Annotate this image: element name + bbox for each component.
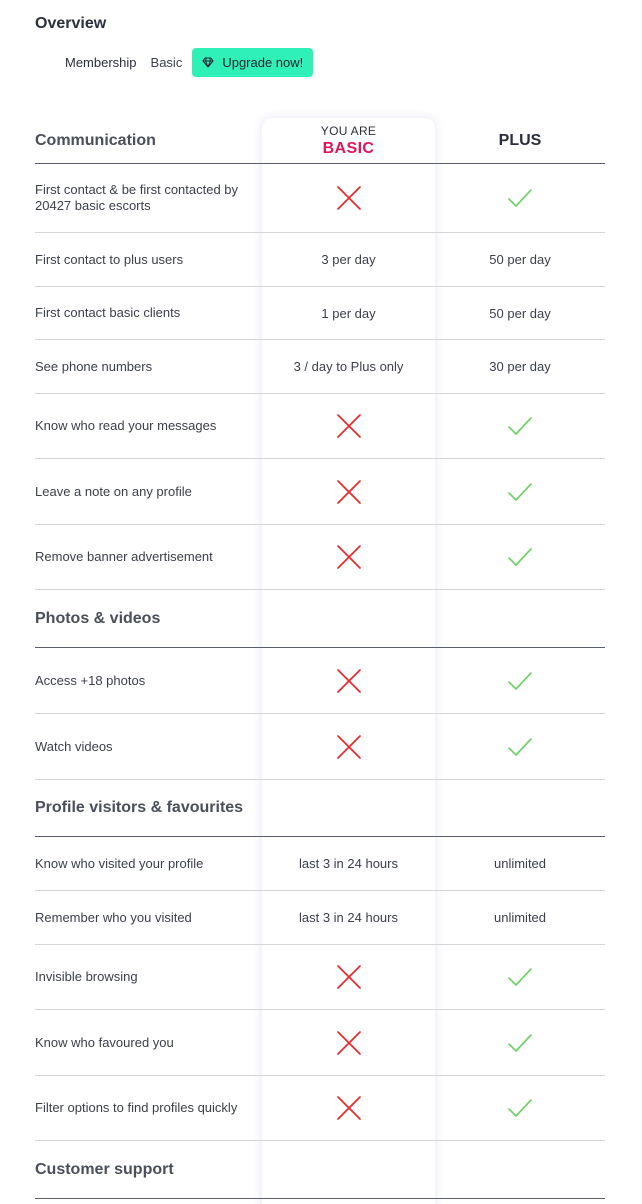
feature-label: Access +18 photos	[35, 672, 146, 688]
feature-row	[35, 525, 605, 590]
basic-value	[262, 734, 435, 760]
check-icon	[507, 967, 533, 987]
cross-icon	[336, 185, 362, 211]
diamond-icon	[202, 57, 214, 68]
feature-label: Know who read your messages	[35, 418, 217, 433]
feature-row	[35, 891, 605, 945]
basic-value	[262, 964, 435, 990]
basic-value	[262, 668, 435, 694]
section-title: Profile visitors & favourites	[35, 799, 244, 816]
plus-value	[435, 188, 605, 208]
section-header	[35, 780, 605, 837]
feature-row	[35, 459, 605, 525]
feature-row	[35, 1010, 605, 1076]
check-icon	[507, 737, 533, 757]
membership-label: Membership	[65, 55, 137, 70]
basic-column-header	[321, 124, 376, 158]
check-icon	[507, 1033, 533, 1053]
you-are-label: YOU ARE	[320, 123, 377, 138]
cross-icon	[336, 964, 362, 990]
feature-label: First contact & be first contacted by 20427 basic escorts	[35, 182, 239, 213]
check-icon	[507, 188, 533, 208]
feature-label: First contact to plus users	[35, 251, 184, 267]
basic-value: 3 per day	[321, 252, 376, 267]
feature-label: Watch videos	[35, 738, 113, 754]
basic-value	[262, 544, 435, 570]
feature-row	[35, 287, 605, 340]
plus-value	[435, 482, 605, 502]
feature-row	[35, 394, 605, 459]
plus-value	[435, 671, 605, 691]
check-icon	[507, 1098, 533, 1118]
feature-label: Filter options to find profiles quickly	[35, 1100, 238, 1115]
plus-value: unlimited	[493, 856, 547, 871]
cross-icon	[336, 413, 362, 439]
feature-row	[35, 945, 605, 1010]
feature-row	[35, 714, 605, 780]
basic-value	[262, 1030, 435, 1056]
plus-value	[435, 1098, 605, 1118]
cross-icon	[336, 1095, 362, 1121]
feature-label: Know who visited your profile	[35, 855, 204, 871]
plus-value	[435, 132, 605, 150]
basic-value	[262, 124, 435, 158]
check-icon	[507, 547, 533, 567]
plus-value	[435, 737, 605, 757]
basic-value: last 3 in 24 hours	[298, 910, 398, 925]
upgrade-button[interactable]	[192, 48, 313, 77]
feature-label: First contact basic clients	[35, 305, 181, 320]
basic-value	[262, 413, 435, 439]
basic-value	[262, 185, 435, 211]
feature-row	[35, 837, 605, 891]
plus-value	[435, 416, 605, 436]
section-title: Photos & videos	[35, 609, 161, 627]
section-title: Customer support	[35, 1160, 174, 1178]
membership-row	[65, 48, 313, 77]
cross-icon	[336, 1030, 362, 1056]
check-icon	[507, 671, 533, 691]
feature-row	[35, 1076, 605, 1141]
feature-label: Leave a note on any profile	[35, 483, 192, 499]
check-icon	[507, 416, 533, 436]
cross-icon	[336, 668, 362, 694]
plus-value: 50 per day	[489, 252, 551, 267]
feature-row	[35, 340, 605, 394]
cross-icon	[336, 544, 362, 570]
basic-value: 3 / day to Plus only	[293, 359, 404, 374]
section-header	[35, 1141, 605, 1199]
basic-value: 1 per day	[321, 305, 376, 321]
feature-label: Know who favoured you	[35, 1034, 174, 1050]
upgrade-button-label: Upgrade now!	[222, 55, 304, 70]
plus-value: 30 per day	[489, 359, 551, 374]
basic-plan-label: BASIC	[322, 139, 375, 157]
feature-label: Invisible browsing	[35, 969, 138, 984]
plus-value: 50 per day	[489, 305, 551, 321]
feature-label: Remove banner advertisement	[35, 549, 213, 564]
check-icon	[507, 482, 533, 502]
feature-row	[35, 648, 605, 714]
feature-label: See phone numbers	[35, 358, 153, 374]
section-header	[35, 590, 605, 648]
feature-row	[35, 233, 605, 287]
plus-plan-label: PLUS	[498, 131, 542, 149]
feature-label: Remember who you visited	[35, 909, 192, 925]
plus-value	[435, 1033, 605, 1053]
cross-icon	[336, 734, 362, 760]
basic-value	[262, 1095, 435, 1121]
plus-value	[435, 967, 605, 987]
plus-value: unlimited	[493, 910, 547, 925]
basic-value	[262, 479, 435, 505]
plus-value	[435, 547, 605, 567]
comparison-table	[35, 118, 605, 1199]
overview-title: Overview	[35, 15, 107, 32]
cross-icon	[336, 479, 362, 505]
section-title: Communication	[35, 131, 156, 149]
basic-value: last 3 in 24 hours	[298, 856, 398, 871]
membership-value: Basic	[150, 55, 183, 70]
section-header	[35, 118, 605, 164]
feature-row	[35, 164, 605, 233]
